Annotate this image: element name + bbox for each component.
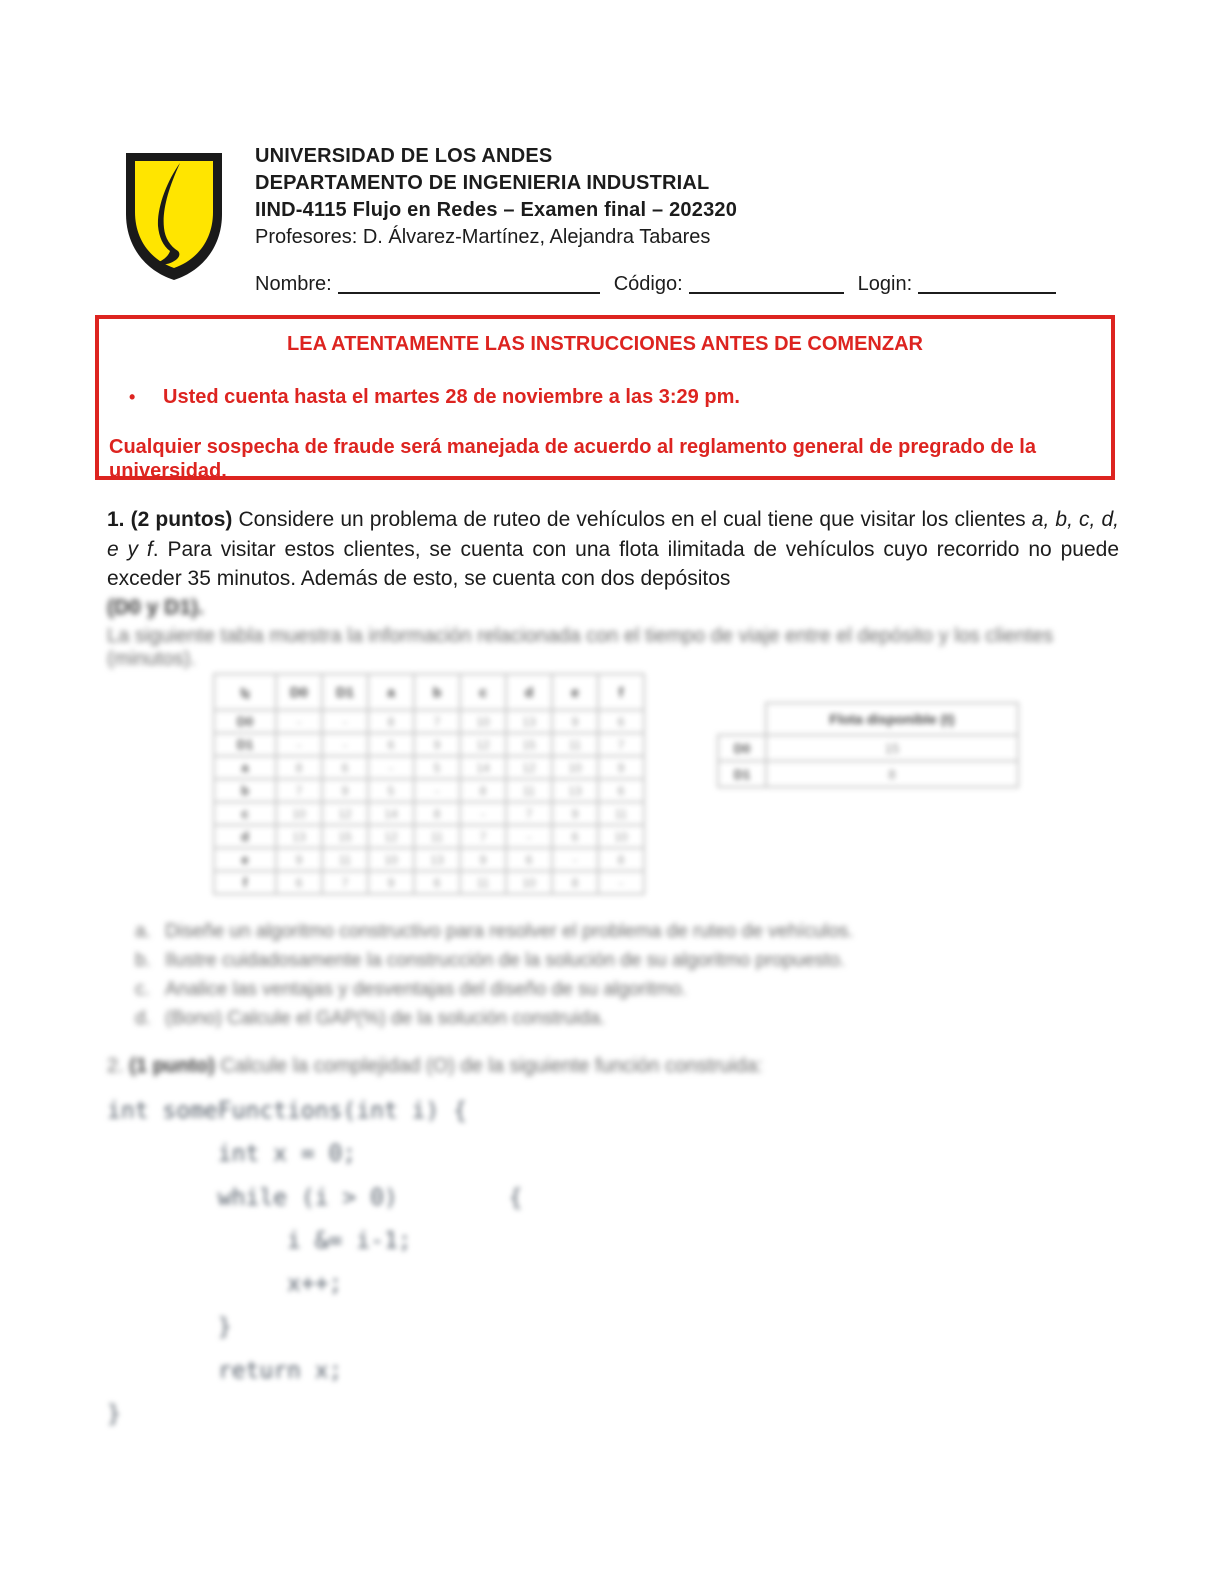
travel-time-cell: 11 xyxy=(322,848,368,871)
travel-time-cell: 11 xyxy=(552,733,598,756)
travel-time-cell: 7 xyxy=(598,733,644,756)
travel-time-cell: 9 xyxy=(460,848,506,871)
travel-time-cell: 10 xyxy=(460,710,506,733)
travel-time-row-label: f xyxy=(214,871,276,894)
table-row xyxy=(214,848,644,871)
code-line: } xyxy=(107,1314,232,1341)
travel-time-cell: 10 xyxy=(368,848,414,871)
travel-time-row-label: e xyxy=(214,848,276,871)
table-row xyxy=(214,779,644,802)
login-blank-line xyxy=(918,272,1056,294)
travel-time-cell: 10 xyxy=(552,756,598,779)
list-item xyxy=(135,950,854,979)
travel-time-cell: - xyxy=(322,733,368,756)
fleet-value-cell: 15 xyxy=(766,735,1018,761)
question-2-points: (1 punto) xyxy=(129,1055,215,1077)
travel-time-cell: 7 xyxy=(506,802,552,825)
fleet-row-label: D1 xyxy=(718,761,766,787)
question-1-paragraph xyxy=(107,505,1119,594)
travel-time-cell: 9 xyxy=(322,779,368,802)
travel-time-cell: 11 xyxy=(506,779,552,802)
travel-time-header-cell: D0 xyxy=(276,674,322,710)
fraud-warning-text: Cualquier sospecha de fraude será manejada de acuerdo al reglamento general de pregrado de la universidad. xyxy=(109,436,1036,482)
travel-time-header-cell: f xyxy=(598,674,644,710)
travel-time-cell: 6 xyxy=(276,871,322,894)
travel-time-cell: 6 xyxy=(368,733,414,756)
table-row xyxy=(214,871,644,894)
travel-time-cell: - xyxy=(322,710,368,733)
travel-time-cell: 13 xyxy=(552,779,598,802)
list-item xyxy=(135,979,854,1008)
travel-time-cell: - xyxy=(460,802,506,825)
travel-time-cell: 9 xyxy=(598,756,644,779)
subquestion-letter: a. xyxy=(135,921,151,942)
travel-time-header-cell: d xyxy=(506,674,552,710)
travel-time-cell: 6 xyxy=(322,756,368,779)
travel-time-cell: 13 xyxy=(506,710,552,733)
travel-time-cell: - xyxy=(276,710,322,733)
code-line: return x; xyxy=(107,1357,343,1384)
travel-time-cell: 6 xyxy=(598,779,644,802)
code-line: i &= i-1; xyxy=(107,1227,412,1254)
table-row xyxy=(718,761,1018,787)
fleet-row-label: D0 xyxy=(718,735,766,761)
travel-time-header-cell: a xyxy=(368,674,414,710)
table-intro-redacted: La siguiente tabla muestra la información relacionada con el tiempo de viaje entre el depósito y los clientes (minutos). xyxy=(107,625,1054,670)
question-2-prefix: 2. xyxy=(107,1055,130,1077)
table-row xyxy=(214,802,644,825)
table-row xyxy=(214,733,644,756)
travel-time-cell: 13 xyxy=(414,848,460,871)
travel-time-header-cell: c xyxy=(460,674,506,710)
travel-time-table-redacted xyxy=(213,673,645,895)
subquestion-letter: d. xyxy=(135,1008,151,1029)
travel-time-cell: 10 xyxy=(506,871,552,894)
table-row xyxy=(214,825,644,848)
travel-time-cell: 10 xyxy=(598,825,644,848)
travel-time-cell: 11 xyxy=(460,871,506,894)
travel-time-cell: 7 xyxy=(322,871,368,894)
document-header xyxy=(255,143,737,251)
table-row xyxy=(214,710,644,733)
travel-time-cell: 12 xyxy=(460,733,506,756)
travel-time-cell: 9 xyxy=(276,848,322,871)
travel-time-cell: 8 xyxy=(552,871,598,894)
travel-time-cell: 9 xyxy=(552,710,598,733)
travel-time-cell: 12 xyxy=(506,756,552,779)
travel-time-cell: 8 xyxy=(368,710,414,733)
instructions-title: LEA ATENTAMENTE LAS INSTRUCCIONES ANTES DE COMENZAR xyxy=(287,333,923,355)
travel-time-cell: 9 xyxy=(368,871,414,894)
question-1-number: 1. (2 puntos) xyxy=(107,508,233,531)
question-2-text: Calcule la complejidad (O) de la siguiente función construida: xyxy=(214,1055,763,1077)
travel-time-cell: 8 xyxy=(276,756,322,779)
travel-time-header-cell: D1 xyxy=(322,674,368,710)
professors-line: Profesores: D. Álvarez-Martínez, Alejandra Tabares xyxy=(255,226,711,248)
question-1-text-start: Considere un problema de ruteo de vehículos en el cual tiene que visitar los clientes xyxy=(232,508,1032,531)
travel-time-cell: 5 xyxy=(414,756,460,779)
course-title: IIND-4115 Flujo en Redes – Examen final – 202320 xyxy=(255,199,738,221)
deadline-text: Usted cuenta hasta el martes 28 de noviembre a las 3:29 pm. xyxy=(163,386,740,408)
travel-time-cell: 10 xyxy=(276,802,322,825)
travel-time-header-cell: e xyxy=(552,674,598,710)
travel-time-cell: 8 xyxy=(460,779,506,802)
code-line: int someFunctions(int i) { xyxy=(107,1098,468,1124)
travel-time-cell: - xyxy=(276,733,322,756)
travel-time-row-label: b xyxy=(214,779,276,802)
login-label: Login: xyxy=(857,273,913,295)
subquestion-text: Ilustre cuidadosamente la construcción de la solución de su algoritmo propuesto. xyxy=(165,950,846,971)
travel-time-row-label: d xyxy=(214,825,276,848)
fleet-value-cell: 8 xyxy=(766,761,1018,787)
travel-time-cell: 14 xyxy=(460,756,506,779)
identity-fields xyxy=(255,272,1056,296)
travel-time-row-label: c xyxy=(214,802,276,825)
fleet-ghost-cell xyxy=(718,703,766,735)
name-label: Nombre: xyxy=(255,273,332,295)
instructions-box xyxy=(95,315,1115,480)
travel-time-cell: 15 xyxy=(506,733,552,756)
fleet-table-title: Flota disponible (t) xyxy=(766,703,1018,735)
subquestions-list-redacted xyxy=(135,921,854,1037)
travel-time-cell: 7 xyxy=(414,710,460,733)
subquestion-text: Diseñe un algoritmo constructivo para resolver el problema de ruteo de vehículos. xyxy=(165,921,854,942)
code-blank-line xyxy=(689,272,844,294)
travel-time-cell: 6 xyxy=(552,825,598,848)
travel-time-cell: 9 xyxy=(414,733,460,756)
code-line: while (i > 0) { xyxy=(107,1184,523,1211)
travel-time-cell: - xyxy=(414,779,460,802)
travel-time-cell: 7 xyxy=(460,825,506,848)
travel-time-row-label: a xyxy=(214,756,276,779)
question-2-heading-redacted xyxy=(107,1055,763,1078)
name-blank-line xyxy=(338,272,600,294)
subquestion-text: Analice las ventajas y desventajas del diseño de su algoritmo. xyxy=(165,979,687,1000)
department-name: DEPARTAMENTO DE INGENIERIA INDUSTRIAL xyxy=(255,172,710,194)
list-item xyxy=(135,1008,854,1037)
travel-time-cell: 11 xyxy=(598,802,644,825)
code-label: Código: xyxy=(613,273,683,295)
code-line: int x = 0; xyxy=(107,1141,357,1168)
travel-time-cell: 9 xyxy=(552,802,598,825)
subquestion-letter: b. xyxy=(135,950,151,971)
code-line: } xyxy=(107,1401,121,1428)
university-name: UNIVERSIDAD DE LOS ANDES xyxy=(255,145,553,167)
uniandes-logo-icon xyxy=(118,150,230,283)
travel-time-header-cell: tᵢⱼ xyxy=(214,674,276,710)
travel-time-cell: 6 xyxy=(506,848,552,871)
travel-time-cell: 12 xyxy=(368,825,414,848)
travel-time-cell: 13 xyxy=(276,825,322,848)
travel-time-cell: - xyxy=(506,825,552,848)
table-row xyxy=(214,756,644,779)
subquestion-letter: c. xyxy=(135,979,150,1000)
travel-time-cell: 6 xyxy=(598,710,644,733)
travel-time-cell: 15 xyxy=(322,825,368,848)
subquestion-text: (Bono) Calcule el GAP(%) de la solución construida. xyxy=(165,1008,606,1029)
travel-time-cell: 14 xyxy=(368,802,414,825)
deadline-bullet-row xyxy=(129,386,1111,409)
list-item xyxy=(135,921,854,950)
code-line: x++; xyxy=(107,1271,343,1298)
table-row xyxy=(718,735,1018,761)
fleet-table-redacted xyxy=(717,702,1019,788)
travel-time-cell: - xyxy=(598,871,644,894)
travel-time-header-cell: b xyxy=(414,674,460,710)
travel-time-cell: 5 xyxy=(368,779,414,802)
code-block-redacted xyxy=(107,1090,522,1436)
travel-time-row-label: D0 xyxy=(214,710,276,733)
travel-time-cell: - xyxy=(368,756,414,779)
travel-time-cell: 8 xyxy=(414,802,460,825)
travel-time-cell: 12 xyxy=(322,802,368,825)
question-1-clients: a, b, c, d, e y f xyxy=(107,508,1119,561)
travel-time-cell: - xyxy=(552,848,598,871)
travel-time-row-label: D1 xyxy=(214,733,276,756)
travel-time-cell: 8 xyxy=(598,848,644,871)
travel-time-cell: 6 xyxy=(414,871,460,894)
question-1-text-end: . Para visitar estos clientes, se cuenta con una flota ilimitada de vehículos cuyo recorrido no puede exceder 35 minutos. Además de esto, se cuenta con dos depósitos xyxy=(107,537,1119,590)
travel-time-cell: 7 xyxy=(276,779,322,802)
travel-time-cell: 11 xyxy=(414,825,460,848)
depots-line-redacted: (D0 y D1). xyxy=(107,596,204,619)
table-row xyxy=(718,703,1018,735)
bullet-icon: • xyxy=(129,387,136,407)
